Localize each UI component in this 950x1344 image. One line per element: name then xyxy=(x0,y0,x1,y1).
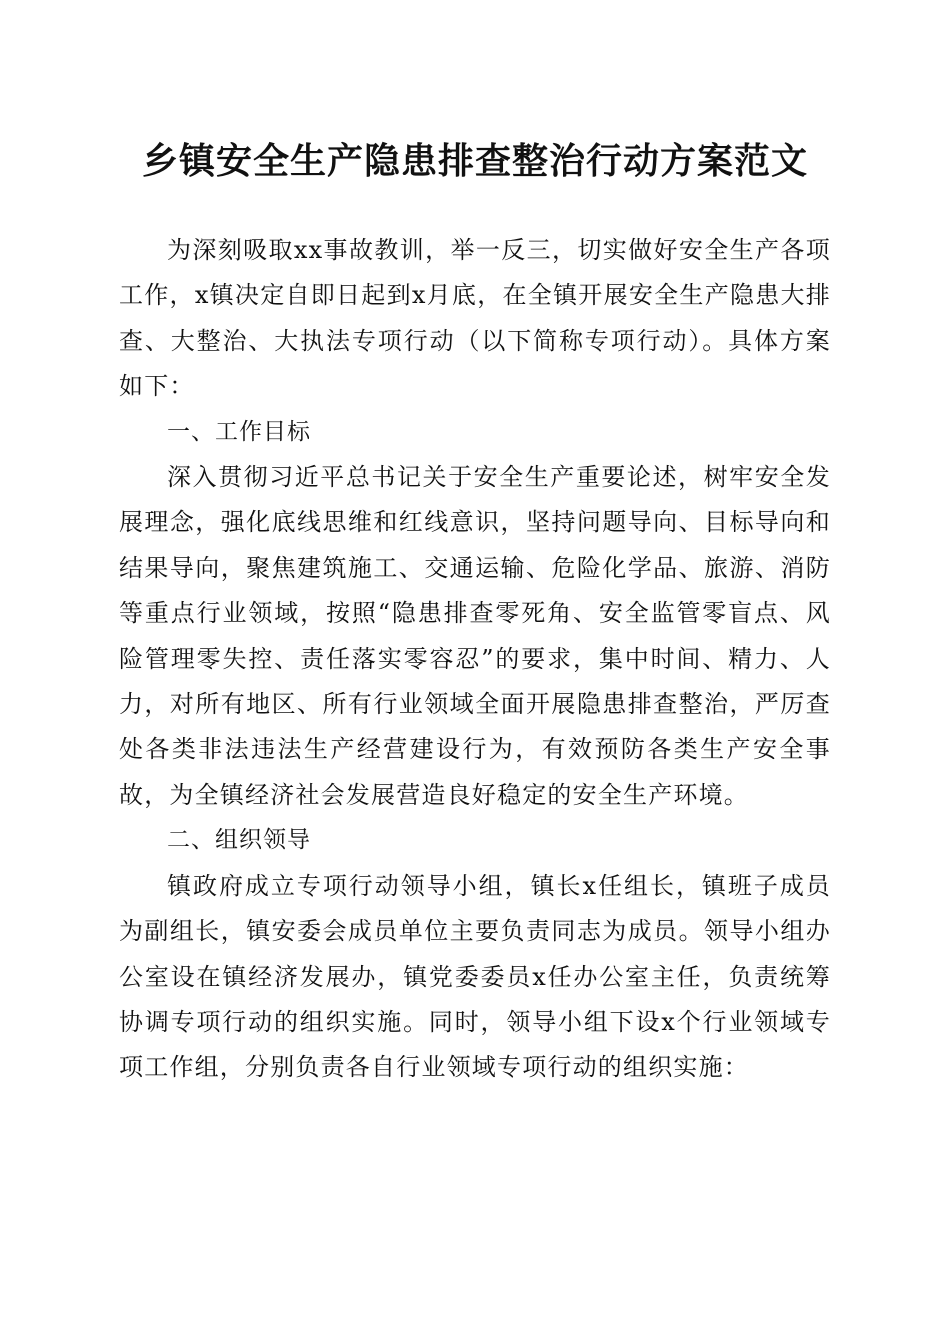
work-goals-paragraph: 深入贯彻习近平总书记关于安全生产重要论述，树牢安全发展理念，强化底线思维和红线意识，坚持问题导向、目标导向和结果导向，聚焦建筑施工、交通运输、危险化学品、旅游、消防等重点行业领域，按照“隐患排查零死角、安全监管零盲点、风险管理零失控、责任落实零容忍”的要求，集中时间、精力、人力，对所有地区、所有行业领域全面开展隐患排查整治，严厉查处各类非法违法生产经营建设行为，有效预防各类生产安全事故，为全镇经济社会发展营造良好稳定的安全生产环境。 xyxy=(119,463,831,809)
intro-paragraph: 为深刻吸取xx事故教训，举一反三，切实做好安全生产各项工作，x镇决定自即日起到x月底，在全镇开展安全生产隐患大排查、大整治、大执法专项行动（以下简称专项行动）。具体方案如下： xyxy=(119,236,831,401)
organization-paragraph: 镇政府成立专项行动领导小组，镇长x任组长，镇班子成员为副组长，镇安委会成员单位主要负责同志为成员。领导小组办公室设在镇经济发展办，镇党委委员x任办公室主任，负责统筹协调专项行动的组织实施。同时，领导小组下设x个行业领域专项工作组，分别负责各自行业领域专项行动的组织实施： xyxy=(119,871,831,1082)
document-title: 乡镇安全生产隐患排查整治行动方案范文 xyxy=(141,140,808,182)
section-heading-work-goals: 一、工作目标 xyxy=(167,418,311,445)
section-heading-organization: 二、组织领导 xyxy=(167,827,311,854)
document-body xyxy=(119,228,831,1091)
